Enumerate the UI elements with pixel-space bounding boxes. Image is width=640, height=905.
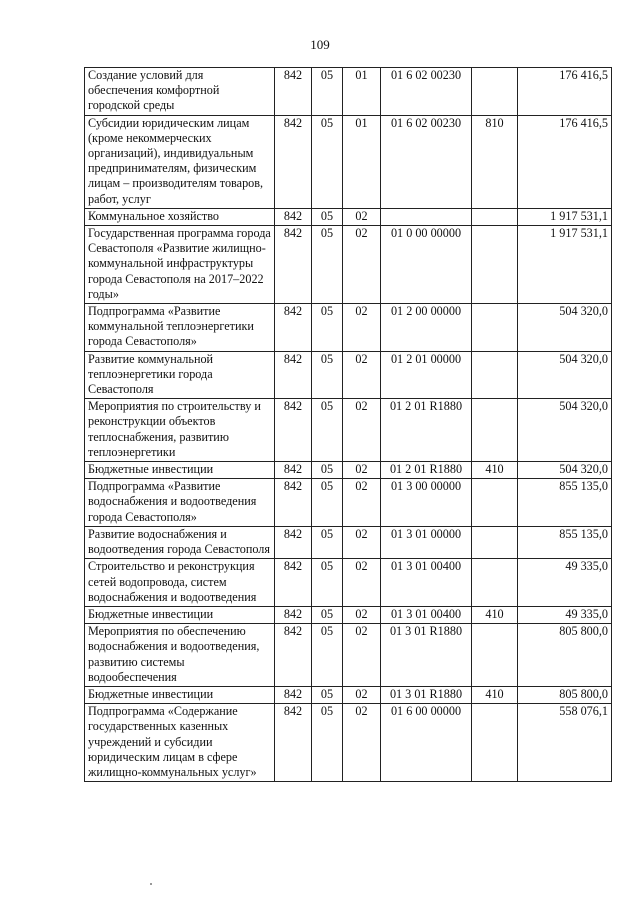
- row-amount: 558 076,1: [518, 704, 612, 782]
- row-subsection-code: 02: [343, 226, 381, 304]
- table-row: [85, 399, 612, 462]
- row-expense-type-code: [472, 704, 518, 782]
- row-subsection-code: 02: [343, 704, 381, 782]
- row-target-article-code: [381, 208, 472, 225]
- row-department-code: 842: [275, 226, 312, 304]
- table-row: [85, 208, 612, 225]
- row-name-cell: Создание условий для обеспечения комфортной городской среды: [85, 68, 275, 116]
- row-department-code: 842: [275, 304, 312, 352]
- row-amount: 504 320,0: [518, 351, 612, 399]
- row-expense-type-code: [472, 526, 518, 558]
- row-amount: 805 800,0: [518, 624, 612, 687]
- row-subsection-code: 02: [343, 479, 381, 527]
- row-name-cell: Развитие коммунальной теплоэнергетики города Севастополя: [85, 351, 275, 399]
- row-name-cell: Мероприятия по строительству и реконструкции объектов теплоснабжения, развитию теплоэнергетики: [85, 399, 275, 462]
- row-amount: 504 320,0: [518, 304, 612, 352]
- row-section-code: 05: [312, 115, 343, 208]
- table-row: [85, 115, 612, 208]
- row-section-code: 05: [312, 68, 343, 116]
- table-row: [85, 559, 612, 607]
- row-target-article-code: 01 3 01 00400: [381, 559, 472, 607]
- row-department-code: 842: [275, 351, 312, 399]
- row-expense-type-code: [472, 68, 518, 116]
- row-target-article-code: 01 2 00 00000: [381, 304, 472, 352]
- table-row: [85, 68, 612, 116]
- table-row: [85, 606, 612, 623]
- row-amount: 1 917 531,1: [518, 226, 612, 304]
- table-row: [85, 704, 612, 782]
- row-name-cell: Государственная программа города Севастополя «Развитие жилищно-коммунальной инфраструктуры города Севастополя на 2017–2022 годы»: [85, 226, 275, 304]
- table-row: [85, 462, 612, 479]
- row-subsection-code: 02: [343, 351, 381, 399]
- row-department-code: 842: [275, 606, 312, 623]
- row-target-article-code: 01 3 00 00000: [381, 479, 472, 527]
- row-subsection-code: 02: [343, 559, 381, 607]
- row-section-code: 05: [312, 704, 343, 782]
- table-row: [85, 304, 612, 352]
- row-amount: 176 416,5: [518, 68, 612, 116]
- table-row: [85, 526, 612, 558]
- row-expense-type-code: [472, 624, 518, 687]
- row-name-cell: Субсидии юридическим лицам (кроме некоммерческих организаций), индивидуальным предпринимателям, физическим лицам – производителям товаров, работ, услуг: [85, 115, 275, 208]
- page-number: 109: [310, 37, 330, 52]
- row-target-article-code: 01 3 01 00000: [381, 526, 472, 558]
- row-subsection-code: 02: [343, 208, 381, 225]
- row-section-code: 05: [312, 526, 343, 558]
- row-subsection-code: 01: [343, 115, 381, 208]
- row-amount: 49 335,0: [518, 559, 612, 607]
- row-expense-type-code: [472, 479, 518, 527]
- budget-table-body: [85, 68, 612, 782]
- row-expense-type-code: 810: [472, 115, 518, 208]
- row-expense-type-code: [472, 351, 518, 399]
- row-section-code: 05: [312, 226, 343, 304]
- row-section-code: 05: [312, 686, 343, 703]
- row-department-code: 842: [275, 686, 312, 703]
- row-subsection-code: 02: [343, 606, 381, 623]
- row-department-code: 842: [275, 624, 312, 687]
- row-amount: 855 135,0: [518, 526, 612, 558]
- row-target-article-code: 01 2 01 R1880: [381, 462, 472, 479]
- row-name-cell: Строительство и реконструкция сетей водопровода, систем водоснабжения и водоотведения: [85, 559, 275, 607]
- row-amount: 1 917 531,1: [518, 208, 612, 225]
- row-target-article-code: 01 3 01 R1880: [381, 686, 472, 703]
- row-subsection-code: 02: [343, 526, 381, 558]
- row-department-code: 842: [275, 68, 312, 116]
- row-target-article-code: 01 6 02 00230: [381, 115, 472, 208]
- row-department-code: 842: [275, 526, 312, 558]
- row-target-article-code: 01 6 00 00000: [381, 704, 472, 782]
- row-target-article-code: 01 0 00 00000: [381, 226, 472, 304]
- table-row: [85, 226, 612, 304]
- row-section-code: 05: [312, 208, 343, 225]
- row-name-cell: Подпрограмма «Развитие коммунальной теплоэнергетики города Севастополя»: [85, 304, 275, 352]
- row-expense-type-code: 410: [472, 606, 518, 623]
- budget-table: [84, 67, 612, 782]
- row-department-code: 842: [275, 704, 312, 782]
- table-row: [85, 479, 612, 527]
- row-subsection-code: 02: [343, 399, 381, 462]
- row-expense-type-code: [472, 559, 518, 607]
- row-section-code: 05: [312, 606, 343, 623]
- row-expense-type-code: [472, 208, 518, 225]
- row-name-cell: Бюджетные инвестиции: [85, 462, 275, 479]
- table-row: [85, 686, 612, 703]
- row-section-code: 05: [312, 304, 343, 352]
- row-section-code: 05: [312, 479, 343, 527]
- row-amount: 504 320,0: [518, 462, 612, 479]
- row-expense-type-code: 410: [472, 686, 518, 703]
- row-subsection-code: 01: [343, 68, 381, 116]
- row-expense-type-code: [472, 304, 518, 352]
- row-name-cell: Бюджетные инвестиции: [85, 686, 275, 703]
- row-subsection-code: 02: [343, 686, 381, 703]
- row-department-code: 842: [275, 559, 312, 607]
- row-expense-type-code: 410: [472, 462, 518, 479]
- row-section-code: 05: [312, 399, 343, 462]
- row-amount: 176 416,5: [518, 115, 612, 208]
- row-section-code: 05: [312, 351, 343, 399]
- row-name-cell: Развитие водоснабжения и водоотведения города Севастополя: [85, 526, 275, 558]
- row-name-cell: Бюджетные инвестиции: [85, 606, 275, 623]
- row-expense-type-code: [472, 399, 518, 462]
- row-department-code: 842: [275, 115, 312, 208]
- row-amount: 49 335,0: [518, 606, 612, 623]
- row-subsection-code: 02: [343, 462, 381, 479]
- row-department-code: 842: [275, 399, 312, 462]
- row-subsection-code: 02: [343, 304, 381, 352]
- row-expense-type-code: [472, 226, 518, 304]
- row-name-cell: Подпрограмма «Развитие водоснабжения и водоотведения города Севастополя»: [85, 479, 275, 527]
- row-department-code: 842: [275, 208, 312, 225]
- table-row: [85, 624, 612, 687]
- row-amount: 855 135,0: [518, 479, 612, 527]
- row-subsection-code: 02: [343, 624, 381, 687]
- row-amount: 504 320,0: [518, 399, 612, 462]
- row-department-code: 842: [275, 479, 312, 527]
- row-section-code: 05: [312, 462, 343, 479]
- row-target-article-code: 01 2 01 00000: [381, 351, 472, 399]
- row-target-article-code: 01 3 01 00400: [381, 606, 472, 623]
- row-section-code: 05: [312, 559, 343, 607]
- row-amount: 805 800,0: [518, 686, 612, 703]
- scan-speck: [150, 883, 152, 885]
- row-target-article-code: 01 6 02 00230: [381, 68, 472, 116]
- row-name-cell: Подпрограмма «Содержание государственных казенных учреждений и субсидии юридическим лицам в сфере жилищно-коммунальных услуг»: [85, 704, 275, 782]
- row-section-code: 05: [312, 624, 343, 687]
- row-target-article-code: 01 2 01 R1880: [381, 399, 472, 462]
- row-name-cell: Коммунальное хозяйство: [85, 208, 275, 225]
- table-row: [85, 351, 612, 399]
- row-name-cell: Мероприятия по обеспечению водоснабжения и водоотведения, развитию системы водообеспечения: [85, 624, 275, 687]
- row-department-code: 842: [275, 462, 312, 479]
- row-target-article-code: 01 3 01 R1880: [381, 624, 472, 687]
